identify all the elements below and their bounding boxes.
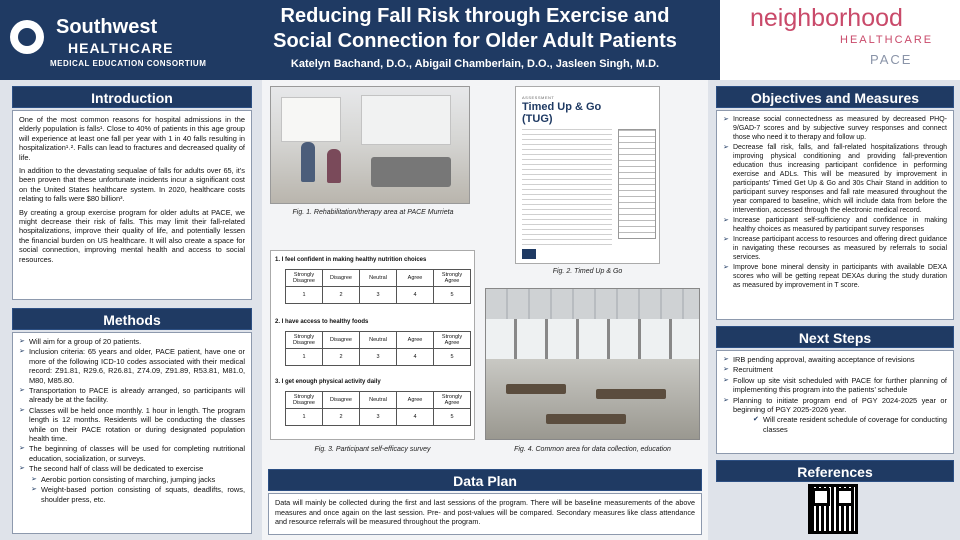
tug-doc-title-line1: Timed Up & Go	[522, 101, 602, 113]
scale-label: Strongly Disagree	[286, 392, 323, 409]
objectives-list	[723, 115, 947, 290]
scale-value: 1	[286, 409, 323, 426]
fig1-caption: Fig. 1. Rehabilitation/therapy area at PACE Murrieta	[292, 209, 454, 216]
next-step-item: ➢ Follow up site visit scheduled with PACE for further planning of implementing this program into the patients’ schedule	[723, 376, 947, 395]
fig3-caption: Fig. 3. Participant self-efficacy survey	[314, 446, 431, 453]
scale-value: 1	[286, 349, 323, 366]
methods-sub-item: ➢ Aerobic portion consisting of marching, jumping jacks	[19, 475, 245, 484]
intro-paragraph-2: In addition to the devastating sequalae of falls for adults over 65, it’s been proven that these unfortunate incidents incur a significant cost on the United States healthcare system. In 2020, healthcare costs relating to falls were $80 billion³.	[19, 166, 245, 204]
photo-person	[327, 149, 341, 183]
logo-right-line2: HEALTHCARE	[840, 34, 934, 46]
scale-label: Strongly Agree	[434, 392, 471, 409]
scale-value: 5	[434, 409, 471, 426]
introduction-panel	[12, 110, 252, 300]
methods-item: ➢ Inclusion criteria: 65 years and older, PACE patient, have one or more of the following ICD-10 codes associated with their medical record: Z91.81, R29.6, R26.81, Z74.09, Z91.89, R53.81, M81.0, M80, M85.80.	[19, 347, 245, 385]
logo-right-line3: PACE	[870, 52, 913, 67]
photo-table	[506, 384, 566, 394]
next-step-sub-item: ✔ Will create resident schedule of coverage for conducting classes	[723, 415, 947, 434]
next-step-item: ➢ Recruitment	[723, 365, 947, 374]
poster-title-line1: Reducing Fall Risk through Exercise and	[280, 5, 670, 27]
cdc-logo-icon	[522, 249, 536, 259]
logo-left-line3: MEDICAL EDUCATION CONSORTIUM	[50, 59, 207, 68]
scale-label: Agree	[397, 332, 434, 349]
next-steps-list	[723, 355, 947, 434]
tug-doc-title-line2: (TUG)	[522, 113, 553, 125]
scale-value: 2	[323, 287, 360, 304]
logo-left-line1: Southwest	[56, 16, 158, 38]
survey-scale-table	[285, 331, 471, 366]
methods-list	[19, 337, 245, 504]
data-plan-text: Data will mainly be collected during the first and last sessions of the program. There will be baseline measurements of the above measures and once again on the last session. Pre- and post-values will be compared. Secondary measures like class attendance and resource referrals will be measured throughout the program.	[275, 498, 695, 527]
objective-item: ➢ Improve bone mineral density in participants with available DEXA scores who will be getting repeat DEXAs during the study duration as measured by improvement in T score.	[723, 263, 947, 290]
photo-ceiling	[486, 289, 700, 319]
next-steps-panel	[716, 350, 954, 454]
poster-header	[0, 0, 960, 80]
objectives-panel	[716, 110, 954, 320]
photo-table	[546, 414, 626, 424]
introduction-heading: Introduction	[12, 86, 252, 108]
tug-doc-label: ASSESSMENT	[522, 95, 555, 100]
objectives-heading: Objectives and Measures	[716, 86, 954, 108]
logo-left-line2: HEALTHCARE	[68, 40, 174, 56]
southwest-healthcare-logo	[6, 6, 236, 72]
objective-item: ➢ Increase participant access to resources and offering direct guidance in navigating these recourses as measured by referrals to social services.	[723, 235, 947, 262]
photo-window	[361, 95, 451, 145]
scale-value: 2	[323, 409, 360, 426]
scale-label: Strongly Disagree	[286, 270, 323, 287]
intro-paragraph-3: By creating a group exercise program for older adults at PACE, we might decrease their risk of falls. This may limit their fall-related hospitalizations, improve their quality of life, and potentially lessen the financial burden on US healthcare. It will also create a space for social connection, improving mental health and access to social resources.	[19, 207, 245, 264]
scale-label: Disagree	[323, 392, 360, 409]
objective-item: ➢ Increase participant self-sufficiency and confidence in making healthy choices as measured by participant survey responses	[723, 216, 947, 234]
poster-title-line2: Social Connection for Older Adult Patients	[273, 30, 677, 52]
methods-heading: Methods	[12, 308, 252, 330]
methods-item: ➢ The beginning of classes will be used for completing nutritional education, socialization, or surveys.	[19, 444, 245, 463]
scale-label: Strongly Agree	[434, 270, 471, 287]
scale-label: Agree	[397, 270, 434, 287]
neighborhood-healthcare-logo	[720, 0, 960, 80]
survey-question: 1. I feel confident in making healthy nutrition choices	[275, 257, 427, 263]
data-plan-panel	[268, 493, 702, 535]
photo-equipment	[371, 157, 451, 187]
photo-windows	[486, 319, 700, 359]
scale-value: 3	[360, 409, 397, 426]
survey-scale-table	[285, 391, 471, 426]
references-qr-code-icon[interactable]	[808, 484, 858, 534]
scale-value: 4	[397, 287, 434, 304]
scale-label: Strongly Agree	[434, 332, 471, 349]
fig2-caption: Fig. 2. Timed Up & Go	[552, 268, 623, 275]
methods-item: ➢ Will aim for a group of 20 patients.	[19, 337, 245, 346]
southwest-logo-mark-icon	[10, 20, 44, 54]
objective-item: ➢ Increase social connectedness as measured by decreased PHQ-9/GAD-7 scores and by subjective survey responses and connect those who need it to therapy and follow up.	[723, 115, 947, 142]
methods-item: ➢ The second half of class will be dedicated to exercise	[19, 464, 245, 473]
tug-doc-sidebox	[618, 129, 656, 239]
scale-value: 3	[360, 349, 397, 366]
scale-label: Agree	[397, 392, 434, 409]
scale-value: 4	[397, 349, 434, 366]
photo-window	[281, 97, 341, 142]
scale-value: 3	[360, 287, 397, 304]
scale-value: 1	[286, 287, 323, 304]
fig3-survey	[270, 250, 475, 440]
next-steps-heading: Next Steps	[716, 326, 954, 348]
survey-scale-table	[285, 269, 471, 304]
survey-question: 3. I get enough physical activity daily	[275, 379, 381, 385]
scale-label: Neutral	[360, 270, 397, 287]
fig1-rehab-photo	[270, 86, 470, 204]
methods-item: ➢ Transportation to PACE is already arranged, so participants will already be at the facility.	[19, 386, 245, 405]
scale-value: 2	[323, 349, 360, 366]
methods-sub-item: ➢ Weight-based portion consisting of squats, deadlifts, rows, shoulder press, etc.	[19, 485, 245, 504]
scale-label: Strongly Disagree	[286, 332, 323, 349]
methods-panel	[12, 332, 252, 534]
scale-label: Neutral	[360, 392, 397, 409]
title-block	[240, 4, 710, 70]
scale-value: 4	[397, 409, 434, 426]
methods-item: ➢ Classes will be held once monthly. 1 hour in length. The program length is 12 months. Residents will be conducting the classes while on their PACE rotation or during designated population health time.	[19, 406, 245, 444]
next-step-item: ➢ IRB pending approval, awaiting acceptance of revisions	[723, 355, 947, 364]
next-step-item: ➢ Planning to initiate program end of PGY 2024-2025 year or beginning of PGY 2025-2026 year.	[723, 396, 947, 415]
poster-authors: Katelyn Bachand, D.O., Abigail Chamberlain, D.O., Jasleen Singh, M.D.	[290, 58, 660, 70]
photo-person	[301, 142, 315, 182]
tug-doc-text-lines	[522, 129, 612, 249]
scale-label: Disagree	[323, 270, 360, 287]
scale-label: Disagree	[323, 332, 360, 349]
data-plan-heading: Data Plan	[268, 469, 702, 491]
fig4-caption: Fig. 4. Common area for data collection, education	[514, 446, 671, 453]
fig4-common-area-photo	[485, 288, 700, 440]
scale-value: 5	[434, 287, 471, 304]
references-heading: References	[716, 460, 954, 482]
photo-table	[596, 389, 666, 399]
objective-item: ➢ Decrease fall risk, falls, and fall-related hospitalizations through improving physical conditioning and providing fall-prevention education thus increasing participant confidence in performing exercise and ADLs. This will be measured by improvement in participants’ Timed Get Up & Go and 30s Chair Stand in addition to participant survey responses and fall rate measured throughout the year compared to baseline, which will include data from before the intervention, accessed through the electronic medical record.	[723, 143, 947, 215]
logo-right-line1: neighborhood	[750, 4, 903, 32]
intro-paragraph-1: One of the most common reasons for hospital admissions in the elderly population is falls¹. Close to 40% of patients in this age group will experience at least one fall per year with 1 in 40 falls resulting in hospitalization¹˒². Falls can lead to fractures and decreased quality of life.	[19, 115, 245, 162]
survey-question: 2. I have access to healthy foods	[275, 319, 369, 325]
scale-label: Neutral	[360, 332, 397, 349]
scale-value: 5	[434, 349, 471, 366]
fig2-tug-document	[515, 86, 660, 264]
